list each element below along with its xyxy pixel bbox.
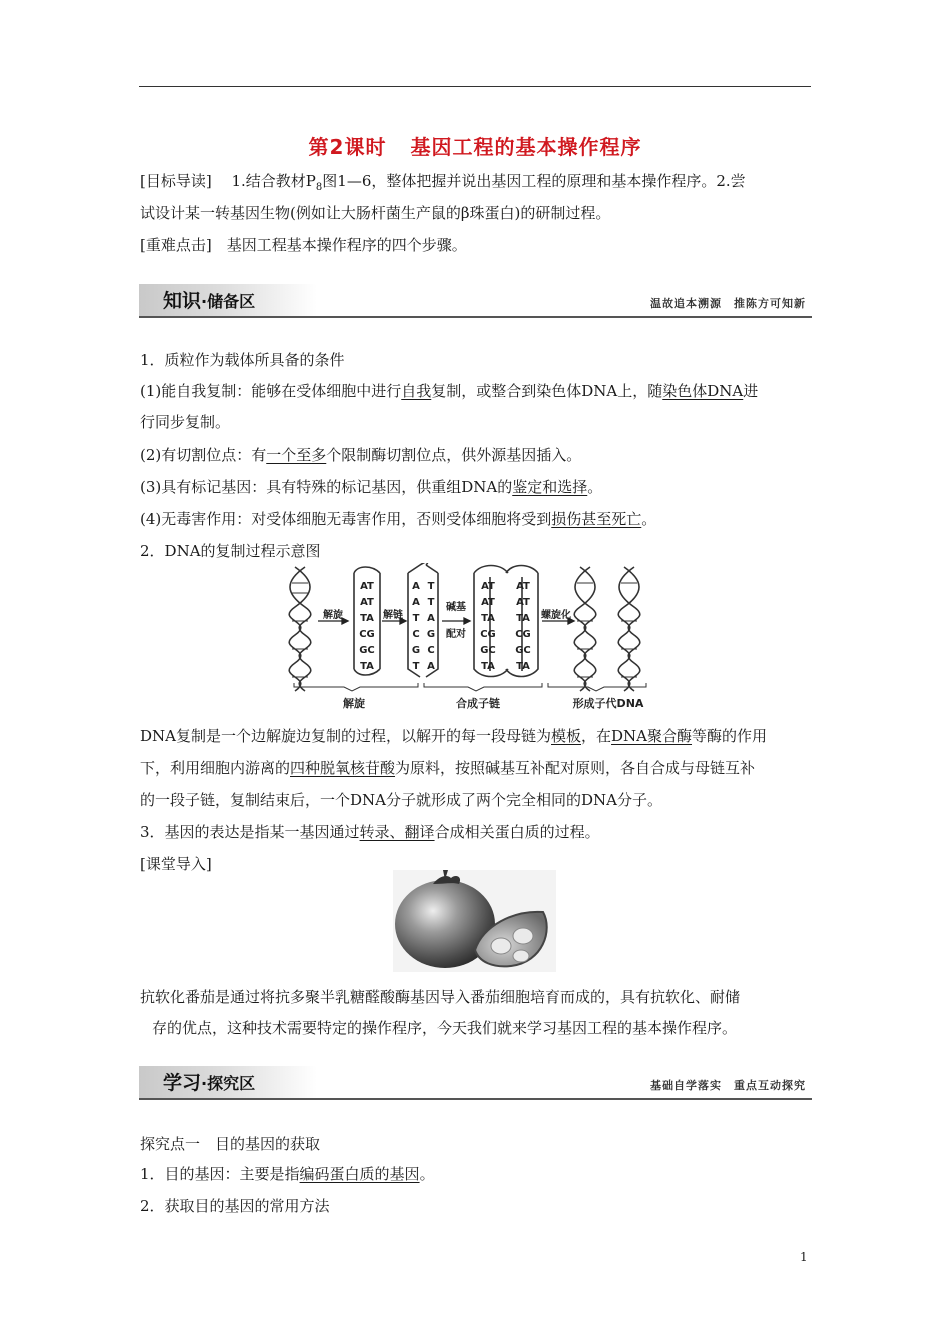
pair3a-2: AT <box>481 597 495 608</box>
right-base-6: A <box>427 661 435 672</box>
pair3b-4: CG <box>515 629 531 640</box>
pair-3: TA <box>360 613 374 624</box>
pair-5: GC <box>359 645 375 656</box>
item-1-1-cont: 行同步复制。 <box>140 413 231 431</box>
tomato-image <box>393 870 556 972</box>
title-lesson: 第2课时 <box>308 135 387 159</box>
brace-1 <box>294 683 418 691</box>
page-title <box>0 131 950 160</box>
explore-q2: 2．获取目的基因的常用方法 <box>140 1197 330 1215</box>
arrow-label-base: 碱基 <box>446 602 466 613</box>
item-2: 2．DNA的复制过程示意图 <box>140 542 321 560</box>
left-base-1: A <box>412 581 420 592</box>
goal-line-1: [目标导读] 1.结合教材$P_8$图1—6，整体把握并说出基因工程的原理和基本操作程序。2.尝 <box>140 172 746 193</box>
right-base-5: C <box>427 645 435 656</box>
explore-point-1: 探究点一 目的基因的获取 <box>140 1135 321 1153</box>
pair3a-5: GC <box>480 645 496 656</box>
pair3b-1: AT <box>516 581 530 592</box>
item-1-3: (3)具有标记基因：具有特殊的标记基因，供重组DNA的鉴定和选择。 <box>140 478 603 496</box>
brace-label-daughter: 形成子代DNA <box>572 697 644 710</box>
brace-2 <box>424 683 542 691</box>
right-base-1: T <box>427 581 435 592</box>
right-base-3: A <box>427 613 435 624</box>
pair-6: TA <box>360 661 374 672</box>
pair3a-4: CG <box>480 629 496 640</box>
explore-q1: 1．目的基因：主要是指编码蛋白质的基因。 <box>140 1165 435 1183</box>
section-knowledge <box>139 284 812 318</box>
pair3b-6: TA <box>516 661 530 672</box>
intro-para-1: 抗软化番茄是通过将抗多聚半乳糖醛酸酶基因导入番茄细胞培育而成的，具有抗软化、耐储 <box>140 988 741 1006</box>
section-study-title: 学习·探究区 <box>163 1072 256 1094</box>
title-topic: 基因工程的基本操作程序 <box>410 135 642 159</box>
pair-4: CG <box>359 629 375 640</box>
arrow-label-coil: 螺旋化 <box>541 610 571 621</box>
section-study-motto: 基础自学落实 重点互动探究 <box>650 1079 806 1092</box>
brace-label-unwind: 解旋 <box>343 697 365 710</box>
focus-tag: [重难点击] <box>140 236 212 254</box>
right-base-2: T <box>427 597 435 608</box>
daughter-helix-2 <box>618 567 640 691</box>
left-base-4: C <box>412 629 420 640</box>
section-knowledge-title: 知识·储备区 <box>163 290 256 312</box>
pair3b-2: AT <box>516 597 530 608</box>
item-1-2: (2)有切割位点：有一个至多个限制酶切割位点，供外源基因插入。 <box>140 446 582 464</box>
daughter-helix-1 <box>574 567 596 691</box>
arrow-label-separate: 解链 <box>383 610 403 621</box>
page-number: 1 <box>800 1250 808 1264</box>
left-base-3: T <box>412 613 420 624</box>
arrow-label-pair: 配对 <box>446 629 466 640</box>
left-base-2: A <box>412 597 420 608</box>
left-helix <box>289 567 311 691</box>
left-base-5: G <box>411 645 421 656</box>
header-rule <box>139 86 811 87</box>
intro-para-2: 存的优点，这种技术需要特定的操作程序，今天我们就来学习基因工程的基本操作程序。 <box>152 1019 738 1037</box>
pair-2: AT <box>360 597 374 608</box>
dna-para-3: 的一段子链，复制结束后，一个DNA分子就形成了两个完全相同的DNA分子。 <box>140 791 662 809</box>
item-1-4: (4)无毒害作用：对受体细胞无毒害作用，否则受体细胞将受到损伤甚至死亡。 <box>140 510 657 528</box>
pair-1: AT <box>360 581 374 592</box>
dna-para-2: 下，利用细胞内游离的四种脱氧核苷酸为原料，按照碱基互补配对原则，各自合成与母链互补 <box>140 759 756 777</box>
intro-tag: [课堂导入] <box>140 855 212 873</box>
dna-para-1: DNA复制是一个边解旋边复制的过程，以解开的每一段母链为模板，在DNA聚合酶等酶的作用 <box>140 727 768 745</box>
focus-line: [重难点击] 基因工程基本操作程序的四个步骤。 <box>140 236 467 254</box>
pair3b-5: GC <box>515 645 531 656</box>
right-base-4: G <box>426 629 436 640</box>
pair3a-6: TA <box>481 661 495 672</box>
brace-label-synthesis: 合成子链 <box>456 697 500 710</box>
goal-line-2: 试设计某一转基因生物(例如让大肠杆菌生产鼠的β珠蛋白)的研制过程。 <box>140 204 611 222</box>
goal-tag: [目标导读] <box>140 172 212 190</box>
pair3a-3: TA <box>481 613 495 624</box>
item-1: 1．质粒作为载体所具备的条件 <box>140 351 345 369</box>
section-knowledge-motto: 温故追本溯源 推陈方可知新 <box>650 297 806 310</box>
item-3: 3．基因的表达是指某一基因通过转录、翻译合成相关蛋白质的过程。 <box>140 823 600 841</box>
pair3a-1: AT <box>481 581 495 592</box>
left-base-6: T <box>412 661 420 672</box>
section-study <box>139 1066 812 1100</box>
dna-replication-diagram <box>288 563 660 715</box>
item-1-1: (1)能自我复制：能够在受体细胞中进行自我复制，或整合到染色体DNA上，随染色体DNA进 <box>140 382 759 400</box>
arrow-label-unwind: 解旋 <box>323 610 343 621</box>
pair3b-3: TA <box>516 613 530 624</box>
